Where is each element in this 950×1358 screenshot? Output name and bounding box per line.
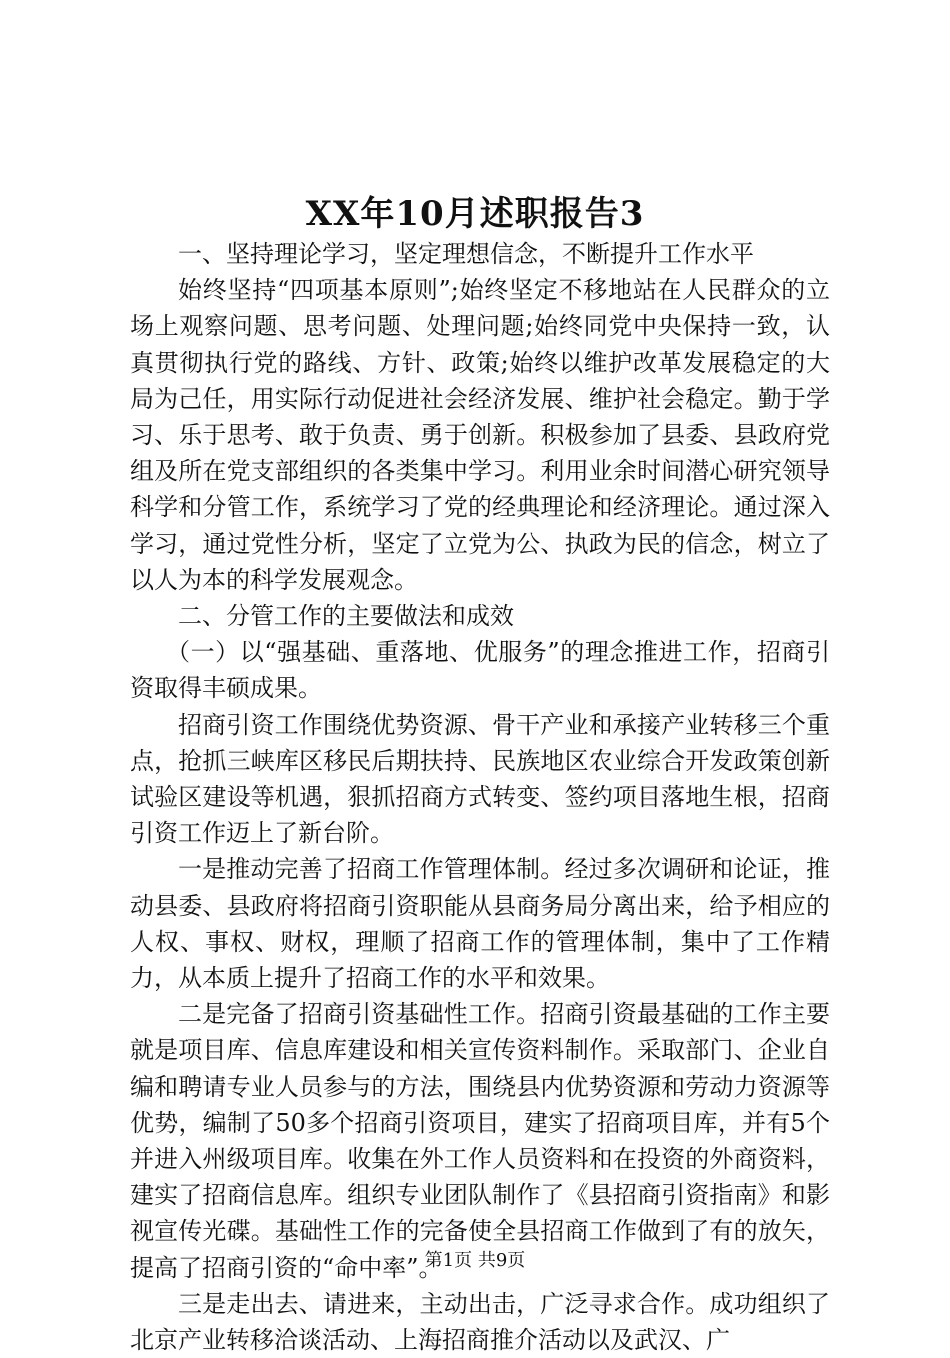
paragraph: 始终坚持“四项基本原则”;始终坚定不移地站在人民群众的立场上观察问题、思考问题、处理问题;始终同党中央保持一致，认真贯彻执行党的路线、方针、政策;始终以维护改革发展稳定的大局为己任，用实际行动促进社会经济发展、维护社会稳定。勤于学习、乐于思考、敢于负责、勇于创新。积极参加了县委、县政府党组及所在党支部组织的各类集中学习。利用业余时间潜心研究领导科学和分管工作，系统学习了党的经典理论和经济理论。通过深入学习，通过党性分析，坚定了立党为公、执政为民的信念，树立了以人为本的科学发展观念。 (130, 276, 830, 594)
paragraph: 一是推动完善了招商工作管理体制。经过多次调研和论证，推动县委、县政府将招商引资职能从县商务局分离出来，给予相应的人权、事权、财权，理顺了招商工作的管理体制，集中了工作精力，从本质上提升了招商工作的水平和效果。 (130, 855, 830, 993)
subsection-heading: （一）以“强基础、重落地、优服务”的理念推进工作，招商引资取得丰硕成果。 (130, 638, 830, 703)
paragraph: 三是走出去、请进来，主动出击，广泛寻求合作。成功组织了北京产业转移洽谈活动、上海招商推介活动以及武汉、广 (130, 1289, 830, 1355)
page-title: XX年10月述职报告3 (305, 194, 645, 234)
paragraph: 二是完备了招商引资基础性工作。招商引资最基础的工作主要就是项目库、信息库建设和相关宣传资料制作。采取部门、企业自编和聘请专业人员参与的方法，围绕县内优势资源和劳动力资源等优势，编制了50多个招商引资项目，建实了招商项目库，并有5个并进入州级项目库。收集在外工作人员资料和在投资的外商资料，建实了招商信息库。组织专业团队制作了《县招商引资指南》和影视宣传光碟。基础性工作的完备使全县招商工作做到了有的放矢，提高了招商引资的“命中率”。 (130, 1000, 830, 1282)
section-heading: 二、分管工作的主要做法和成效 (178, 602, 514, 631)
page-footer: 第1页 共9页 (424, 1250, 526, 1271)
section-heading: 一、坚持理论学习，坚定理想信念，不断提升工作水平 (178, 240, 754, 268)
paragraph: 招商引资工作围绕优势资源、骨干产业和承接产业转移三个重点，抢抓三峡库区移民后期扶持、民族地区农业综合开发政策创新试验区建设等机遇，狠抓招商方式转变、签约项目落地生根，招商引资工作迈上了新台阶。 (130, 710, 830, 848)
document-body (130, 236, 830, 1358)
